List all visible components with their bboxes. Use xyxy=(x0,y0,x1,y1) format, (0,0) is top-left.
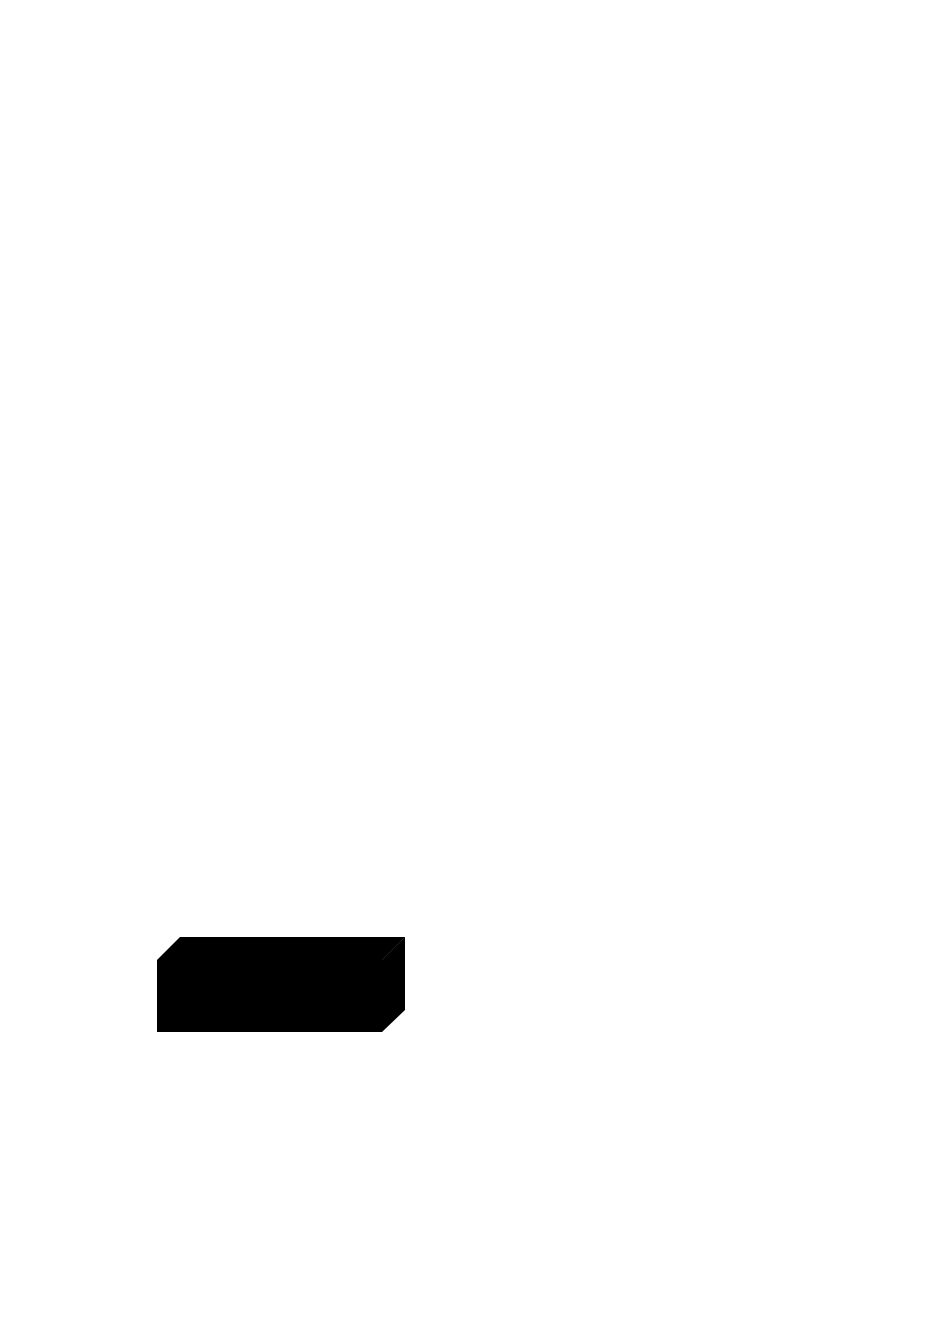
problem-12 xyxy=(145,669,815,733)
problem-10 xyxy=(145,308,815,372)
problem-9 xyxy=(145,127,815,191)
problem-11 xyxy=(145,488,815,552)
problem-11-line-1 xyxy=(145,488,815,510)
problem-13-line-2 xyxy=(145,891,815,913)
cuboid-figure xyxy=(150,930,415,1040)
problem-12-line-1 xyxy=(145,669,815,691)
problem-10-line-1 xyxy=(145,308,815,330)
problem-12-line-2 xyxy=(145,711,815,733)
problem-10-line-2 xyxy=(145,350,815,372)
problem-13-line-1 xyxy=(145,849,815,871)
problem-14-line-2 xyxy=(145,1136,815,1158)
problem-14 xyxy=(145,1094,815,1158)
problem-9-line-1 xyxy=(145,127,815,149)
problem-14-line-1 xyxy=(145,1094,815,1116)
problem-13 xyxy=(145,849,815,913)
cuboid-front-face xyxy=(157,960,382,1032)
problem-9-line-2 xyxy=(145,169,815,191)
problem-11-line-2 xyxy=(145,530,815,552)
cuboid-top-face xyxy=(157,937,405,960)
